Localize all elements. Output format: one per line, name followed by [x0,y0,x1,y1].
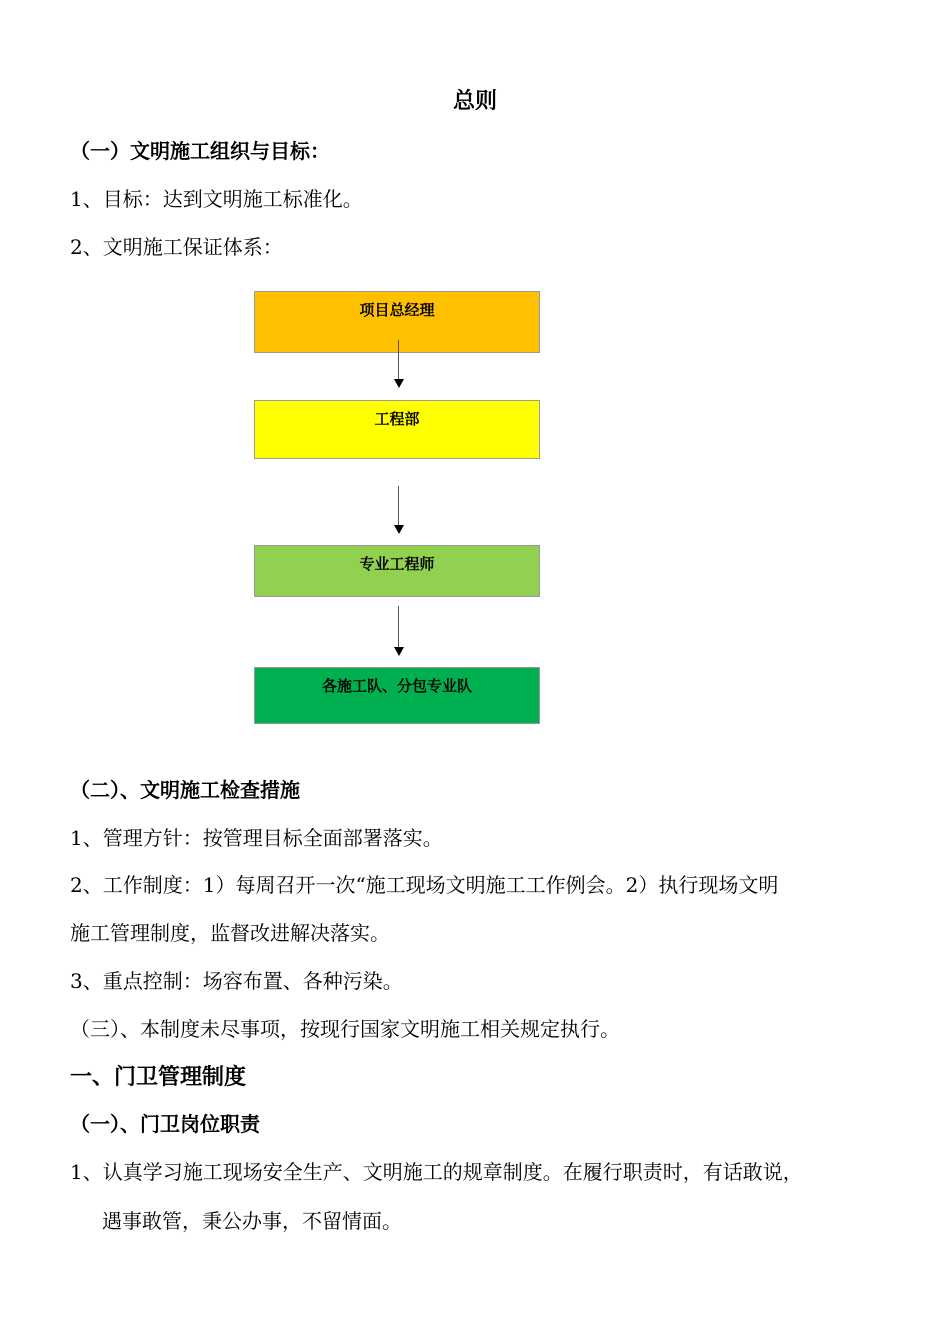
flow-arrow-head [394,379,404,388]
paragraph-duty-line2: 遇事敢管，秉公办事，不留情面。 [102,1209,402,1233]
flow-node-specialist-engineer [254,545,540,597]
page-title: 总则 [452,89,497,114]
chapter-heading-gatekeeper: 一、门卫管理制度 [70,1065,247,1090]
paragraph-work-system-line2: 施工管理制度，监督改进解决落实。 [70,921,390,945]
flow-arrow-head [394,525,404,534]
section-heading-inspection: （二）、文明施工检查措施 [70,778,300,802]
flow-node-project-manager [254,291,540,353]
section-heading-gatekeeper-duties: （一）、门卫岗位职责 [70,1112,260,1136]
paragraph-goal: 1、目标：达到文明施工标准化。 [70,187,363,211]
paragraph-key-control: 3、重点控制：场容布置、各种污染。 [70,969,403,993]
flow-node-construction-teams [254,667,540,724]
flow-arrow-line [398,340,399,380]
paragraph-policy: 1、管理方针：按管理目标全面部署落实。 [70,826,443,850]
flow-node-label: 项目总经理 [359,301,435,319]
paragraph-work-system-line1: 2、工作制度：1）每周召开一次“施工现场文明施工工作例会。2）执行现场文明 [70,873,779,897]
paragraph-guarantee-system: 2、文明施工保证体系： [70,235,283,259]
flow-node-engineering-dept [254,400,540,459]
flow-arrow-head [394,647,404,656]
flow-arrow-line [398,606,399,648]
flow-node-label: 各施工队、分包专业队 [321,677,472,695]
flow-arrow-line [398,486,399,526]
flow-node-label: 专业工程师 [359,555,435,573]
flow-node-label: 工程部 [374,410,420,428]
section-heading-organization: （一）文明施工组织与目标： [70,139,330,163]
paragraph-duty-line1: 1、认真学习施工现场安全生产、文明施工的规章制度。在履行职责时，有话敢说， [70,1160,803,1184]
paragraph-supplementary: （三）、本制度未尽事项，按现行国家文明施工相关规定执行。 [70,1017,620,1041]
